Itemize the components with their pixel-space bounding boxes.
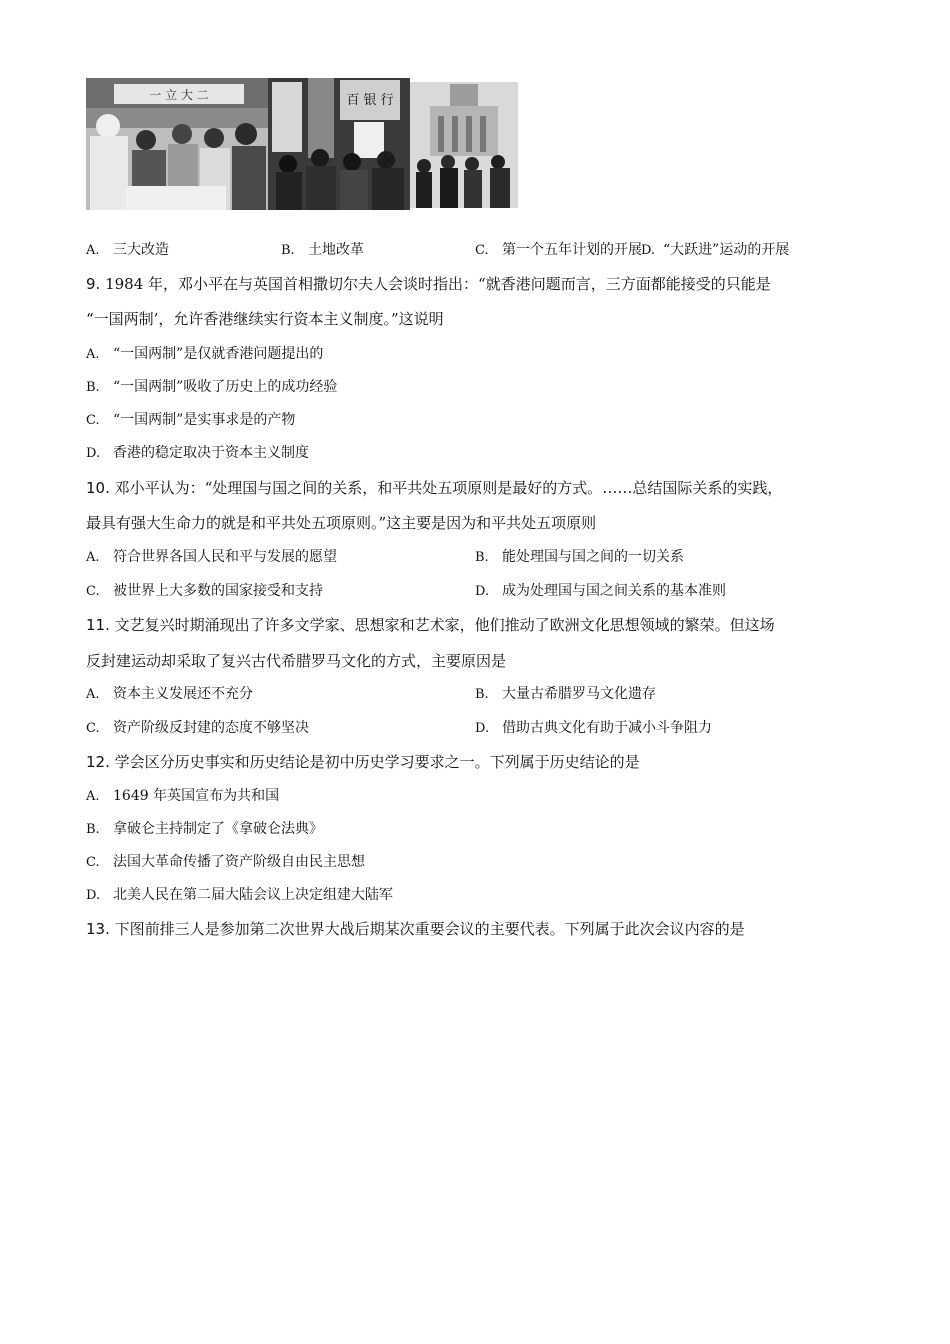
q10-option-d[interactable] bbox=[475, 581, 726, 602]
q9-stem-text-2: “一国两制’，允许香港继续实行资本主义制度。”这说明 bbox=[86, 310, 444, 328]
question-8-photos bbox=[86, 78, 518, 210]
q12-option-b[interactable] bbox=[86, 819, 323, 840]
option-text: “一国两制”是仅就香港问题提出的 bbox=[113, 346, 324, 362]
question-number: 11. bbox=[86, 616, 110, 634]
option-letter: C. bbox=[86, 413, 100, 428]
q9-option-d[interactable] bbox=[86, 443, 309, 464]
option-letter: B. bbox=[281, 243, 295, 258]
option-letter: A. bbox=[86, 347, 100, 362]
q9-option-a[interactable] bbox=[86, 344, 323, 365]
option-letter: A. bbox=[86, 789, 100, 804]
photo-sign-text: 一 立 大 二 bbox=[149, 88, 209, 102]
option-text: 法国大革命传播了资产阶级自由民主思想 bbox=[113, 854, 365, 870]
option-letter: B. bbox=[86, 822, 100, 837]
q9-stem-line-1 bbox=[86, 273, 771, 295]
q10-stem-line-1 bbox=[86, 477, 782, 499]
q12-option-c[interactable] bbox=[86, 852, 365, 873]
option-text: 北美人民在第二届大陆会议上决定组建大陆军 bbox=[113, 887, 393, 903]
q12-option-a[interactable] bbox=[86, 786, 279, 807]
option-text: 能处理国与国之间的一切关系 bbox=[502, 549, 684, 565]
q10-stem-line-2 bbox=[86, 512, 596, 534]
three-transformations-photo bbox=[86, 78, 268, 210]
option-text: 成为处理国与国之间关系的基本准则 bbox=[502, 583, 726, 599]
option-text: 被世界上大多数的国家接受和支持 bbox=[113, 583, 323, 599]
option-text: 借助古典文化有助于减小斗争阻力 bbox=[502, 720, 712, 736]
option-letter: A. bbox=[86, 243, 100, 258]
q10-stem-text-2: 最具有强大生命力的就是和平共处五项原则。”这主要是因为和平共处五项原则 bbox=[86, 514, 597, 532]
q11-option-b[interactable] bbox=[475, 684, 656, 705]
option-letter: D. bbox=[475, 584, 490, 599]
option-text: 第一个五年计划的开展 bbox=[502, 242, 642, 258]
q8-option-a[interactable] bbox=[86, 240, 169, 261]
q10-option-a[interactable] bbox=[86, 547, 337, 568]
photo-sign-text: 百 银 行 bbox=[346, 93, 394, 108]
q9-option-b[interactable] bbox=[86, 377, 337, 398]
option-text: 香港的稳定取决于资本主义制度 bbox=[113, 445, 309, 461]
option-text: 资本主义发展还不充分 bbox=[113, 686, 253, 702]
q11-stem-text: 文艺复兴时期涌现出了许多文学家、思想家和艺术家，他们推动了欧洲文化思想领域的繁荣。但这场 bbox=[114, 616, 775, 634]
q11-option-d[interactable] bbox=[475, 718, 712, 739]
option-letter: D. bbox=[86, 888, 101, 903]
option-letter: C. bbox=[86, 855, 100, 870]
q8-option-b[interactable] bbox=[281, 240, 364, 261]
q11-option-c[interactable] bbox=[86, 718, 309, 739]
q8-option-d[interactable] bbox=[641, 240, 789, 261]
question-number: 10. bbox=[86, 479, 110, 497]
option-letter: B. bbox=[86, 380, 100, 395]
q11-stem-line-2 bbox=[86, 650, 506, 672]
option-text: 三大改造 bbox=[113, 242, 169, 258]
q9-stem-line-2 bbox=[86, 308, 444, 330]
q11-option-a[interactable] bbox=[86, 684, 253, 705]
question-number: 12. bbox=[86, 753, 110, 771]
q13-stem-text: 下图前排三人是参加第二次世界大战后期某次重要会议的主要代表。下列属于此次会议内容的是 bbox=[114, 920, 745, 938]
option-letter: B. bbox=[475, 550, 489, 565]
option-letter: D. bbox=[475, 721, 490, 736]
option-text: “一国两制”是实事求是的产物 bbox=[113, 412, 296, 428]
option-letter: A. bbox=[86, 550, 100, 565]
q13-stem-line-1 bbox=[86, 918, 745, 940]
option-text: 资产阶级反封建的态度不够坚决 bbox=[113, 720, 309, 736]
option-text: 土地改革 bbox=[308, 242, 364, 258]
option-letter: D. bbox=[86, 446, 101, 461]
option-text: 拿破仑主持制定了《拿破仑法典》 bbox=[113, 821, 323, 837]
q11-stem-text-2: 反封建运动却采取了复兴古代希腊罗马文化的方式，主要原因是 bbox=[86, 652, 507, 670]
option-text: 1649 年英国宣布为共和国 bbox=[113, 788, 280, 804]
q10-option-c[interactable] bbox=[86, 581, 323, 602]
option-letter: A. bbox=[86, 687, 100, 702]
option-text: “一国两制”吸收了历史上的成功经验 bbox=[113, 379, 338, 395]
question-number: 9. bbox=[86, 275, 101, 293]
option-letter: B. bbox=[475, 687, 489, 702]
q12-stem-line-1 bbox=[86, 751, 640, 773]
question-number: 13. bbox=[86, 920, 110, 938]
option-text: “大跃进”运动的开展 bbox=[663, 242, 790, 258]
q8-option-c[interactable] bbox=[475, 240, 642, 261]
q12-option-d[interactable] bbox=[86, 885, 393, 906]
option-text: 大量古希腊罗马文化遗存 bbox=[502, 686, 656, 702]
five-year-plan-photo bbox=[410, 82, 518, 208]
q9-option-c[interactable] bbox=[86, 410, 295, 431]
option-letter: C. bbox=[86, 584, 100, 599]
q10-stem-text: 邓小平认为：“处理国与国之间的关系，和平共处五项原则是最好的方式。……总结国际关系的实践， bbox=[114, 479, 783, 497]
option-letter: C. bbox=[86, 721, 100, 736]
q11-stem-line-1 bbox=[86, 614, 775, 636]
q12-stem-text: 学会区分历史事实和历史结论是初中历史学习要求之一。下列属于历史结论的是 bbox=[114, 753, 640, 771]
option-letter: D. bbox=[641, 243, 656, 258]
q10-option-b[interactable] bbox=[475, 547, 684, 568]
q9-stem-text: 1984 年，邓小平在与英国首相撒切尔夫人会谈时指出：“就香港问题而言，三方面都能接受的只能是 bbox=[105, 275, 771, 293]
land-reform-photo bbox=[268, 78, 410, 210]
option-text: 符合世界各国人民和平与发展的愿望 bbox=[113, 549, 337, 565]
option-letter: C. bbox=[475, 243, 489, 258]
